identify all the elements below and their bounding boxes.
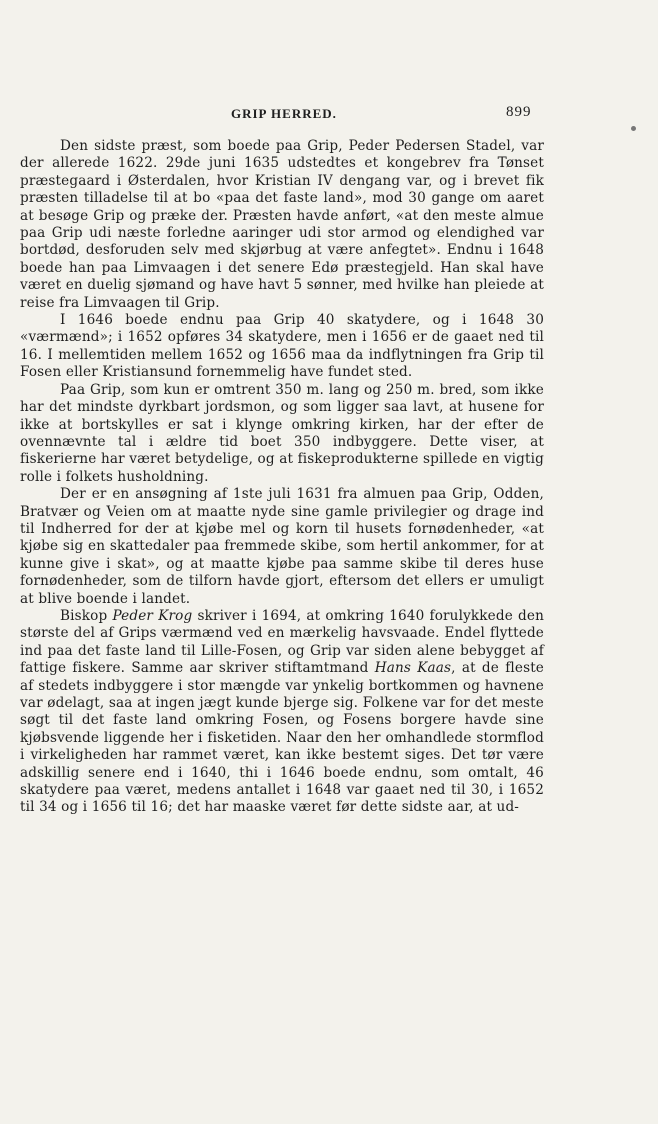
paragraph-5-end: , at de fleste af stedets indbyggere i stor mængde var ynkelig bortkommen og havnene var ødelagt, saa at ingen jægt kunde bjerge sig. Folkene var for det meste søgt til det faste land omkring Fosen, og Fosens borgere havde sine kjøbsvende liggende her i fisketiden. Naar den her omhandlede stormflod i virkeligheden har rammet været, kan ikke bestemt siges. Det tør være adskillig senere end i 1640, thi i 1646 boede endnu, som omtalt, 46 skatydere paa været, medens antallet i 1648 var gaaet ned til 30, i 1652 til 34 og i 1656 til 16; det har maaske været før dette sidste aar, at ud- [20,660,545,816]
paragraph-1: Den sidste præst, som boede paa Grip, Peder Pedersen Stadel, var der allerede 1622. 29de juni 1635 udstedtes et kongebrev fra Tønset præstegaard i Østerdalen, hvor Kristian IV dengang var, og i brevet fik præsten tilladelse til at bo «paa det faste land», mod 30 gange om aaret at besøge Grip og præke der. Præsten havde anført, «at den meste almue paa Grip udi næste forledne aaringer udi stor armod og elendighed var bortdød, desforuden selv med skjørbug at være anfegtet». Endnu i 1648 boede han paa Limvaagen i det senere Edø præstegjeld. Han skal have været en duelig sjømand og have havt 5 sønner, med hvilke han pleiede at reise fra Limvaagen til Grip. [20,138,544,311]
body-text [20,138,544,817]
paragraph-5-start: Biskop [60,607,113,624]
margin-dot [631,126,636,131]
name-peder-krog: Peder Krog [112,607,193,624]
paragraph-2: I 1646 boede endnu paa Grip 40 skatydere, og i 1648 30 «værmænd»; i 1652 opføres 34 skatydere, men i 1656 er de gaaet ned til 16. I mellemtiden mellem 1652 og 1656 maa da indflytningen fra Grip til Fosen eller Kristiansund fornemmelig have fundet sted. [20,312,544,381]
name-hans-kaas: Hans Kaas [374,660,452,677]
page-header [0,104,658,126]
paragraph-5-middle: skriver i 1694, at omkring 1640 forulykkede den største del af Grips værmænd ved en mærkelig havsvaade. Endel flyttede ind paa det faste land til Lille-Fosen, og Grip var siden alene bebygget af fattige fiskere. Samme aar skriver stiftamtmand [20,607,545,677]
running-title: GRIP HERRED. [231,106,337,121]
paragraph-4: Der er en ansøgning af 1ste juli 1631 fra almuen paa Grip, Odden, Bratvær og Veien om at maatte nyde sine gamle privilegier og drage ind til Indherred for der at kjøbe mel og korn til husets fornødenheder, «at kjøbe sig en skattedaler paa fremmede skibe, som hertil ankommer, for at kunne give i skat», og at maatte kjøbe paa samme skibe til deres huse fornødenheder, som de tilforn havde gjort, eftersom det ellers er umuligt at blive boende i landet. [20,486,544,607]
paragraph-3: Paa Grip, som kun er omtrent 350 m. lang og 250 m. bred, som ikke har det mindste dyrkbart jordsmon, og som ligger saa lavt, at husene for ikke at bortskylles er sat i klynge omkring kirken, har der efter de ovennævnte tal i ældre tid boet 350 indbyggere. Dette viser, at fiskerierne har været betydelige, og at fiskeprodukterne spillede en vigtig rolle i folkets husholdning. [20,381,544,485]
paragraph-5 [20,608,544,817]
page-number: 899 [506,104,532,120]
